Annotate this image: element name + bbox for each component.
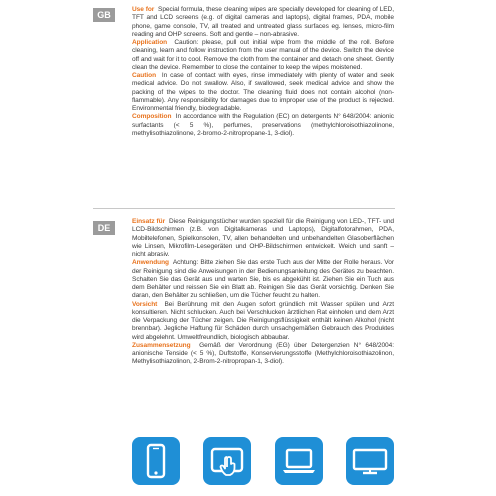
text-vorsicht: Bei Berührung mit den Augen sofort gründlich mit Wasser spülen und Arzt konsultieren. Nicht schlucken. Auch bei Verschlucken ärztlichen Rat einholen und dem Arzt die Verpackung der Tücher zeigen. Die Reinigungsflüssigkeit enthält keinen Alkohol (nicht brennbar). Jegliche Haftung für Schäden durch unsachgemäßen Gebrauch des Produktes wird abgelehnt. Umweltfreundlich, biologisch abbaubar. [132, 300, 394, 341]
text-anwendung: Achtung: Bitte ziehen Sie das erste Tuch aus der Mitte der Rolle heraus. Vor der Reinigung sind die Anweisungen in der Bedienungsanleitung des Gerätes zu beachten. Schalten Sie das Gerät aus und warten Sie, bis es abgekühlt ist. Ziehen Sie ein Tuch aus dem Behälter und reissen Sie ein Blatt ab. Reinigen Sie das Gerät vorsichtig. Denken Sie daran, den Behälter zu schließen, um die Tücher feucht zu halten. [132, 259, 394, 300]
laptop-icon [275, 437, 323, 485]
heading-anwendung: Anwendung [132, 259, 170, 267]
paragraph-vorsicht [132, 301, 394, 342]
text-use-for: Special formula, these cleaning wipes are specially developed for cleaning of LED, TFT and LCD screens (e.g. of digital cameras and laptops), digital frames, PDA, mobile phone, game console, TV, all treated and untreated glass surfaces eg. lenses, micro-film reading and OHP screens. Soft and gentle – non-abrasive. [132, 6, 394, 38]
section-divider [93, 208, 395, 209]
paragraph-caution [132, 72, 394, 113]
paragraph-anwendung [132, 259, 394, 300]
paragraph-composition [132, 113, 394, 138]
language-badge-de: DE [93, 221, 115, 235]
section-english [132, 6, 394, 138]
smartphone-icon [132, 437, 180, 485]
language-badge-gb: GB [93, 8, 115, 22]
section-german [132, 218, 394, 367]
heading-einsatz: Einsatz für [132, 218, 166, 225]
device-icons-row [132, 437, 394, 485]
tablet-touch-icon [203, 437, 251, 485]
text-zusammensetzung: Gemäß der Verordnung (EG) über Detergenzien N° 648/2004: anionische Tenside (< 5 %), Duftstoffe, Konservierungsstoffe (Methylchloroisothiazolinon, Methylisothiazolinon, 2-Brom-2-nitropropan-1, 3-diol). [132, 341, 394, 366]
text-composition: In accordance with the Regulation (EC) on detergents N° 648/2004: anionic surfactants (< 5 %), perfumes, preservations (methylchloroisothiazolinone, methylisothiazolinone, 2-bromo-2-nitropropane-1, 3-diol). [132, 113, 394, 137]
heading-composition: Composition [132, 113, 172, 121]
paragraph-use-for [132, 6, 394, 39]
paragraph-zusammensetzung [132, 342, 394, 367]
paragraph-einsatz [132, 218, 394, 259]
text-caution: In case of contact with eyes, rinse immediately with plenty of water and seek medical advice. Do not swallow. Also, if swallowed, seek medical advice and show the packing of the wipes to the doctor. The cleaning fluid does not contain alcohol (non-flammable). Any responsibility for damages due to improper use of the product is rejected. Environmental friendly, biodegradable. [132, 72, 394, 112]
heading-caution: Caution [132, 72, 157, 79]
heading-application: Application [132, 39, 168, 46]
paragraph-application [132, 39, 394, 72]
text-einsatz: Diese Reinigungstücher wurden speziell für die Reinigung von LED-, TFT- und LCD-Bildschirmen (z.B. von Digitalkameras und Laptops), Digitalfotorahmen, PDA, Mobiltelefonen, Spielkonsolen, TV, allen behandelten und unbehandelten Glasoberflächen wie Linsen, Mikrofilm-Lesegeräten und OHP-Bildschirmen entwickelt. Weich und sanft – nicht abrasiv. [132, 218, 395, 258]
heading-zusammensetzung: Zusammensetzung [132, 341, 191, 349]
heading-vorsicht: Vorsicht [132, 300, 158, 308]
tv-icon [346, 437, 394, 485]
text-application: Caution: please, pull out initial wipe from the middle of the roll. Before cleaning, learn and follow instruction from the user manual of the device. Switch the device off and wait for it to cool. Remove the cloth from the container and detach one sheet. Gently clean the device. Remember to close the container to keep the wipes moistened. [132, 39, 394, 71]
heading-use-for: Use for [132, 6, 155, 13]
